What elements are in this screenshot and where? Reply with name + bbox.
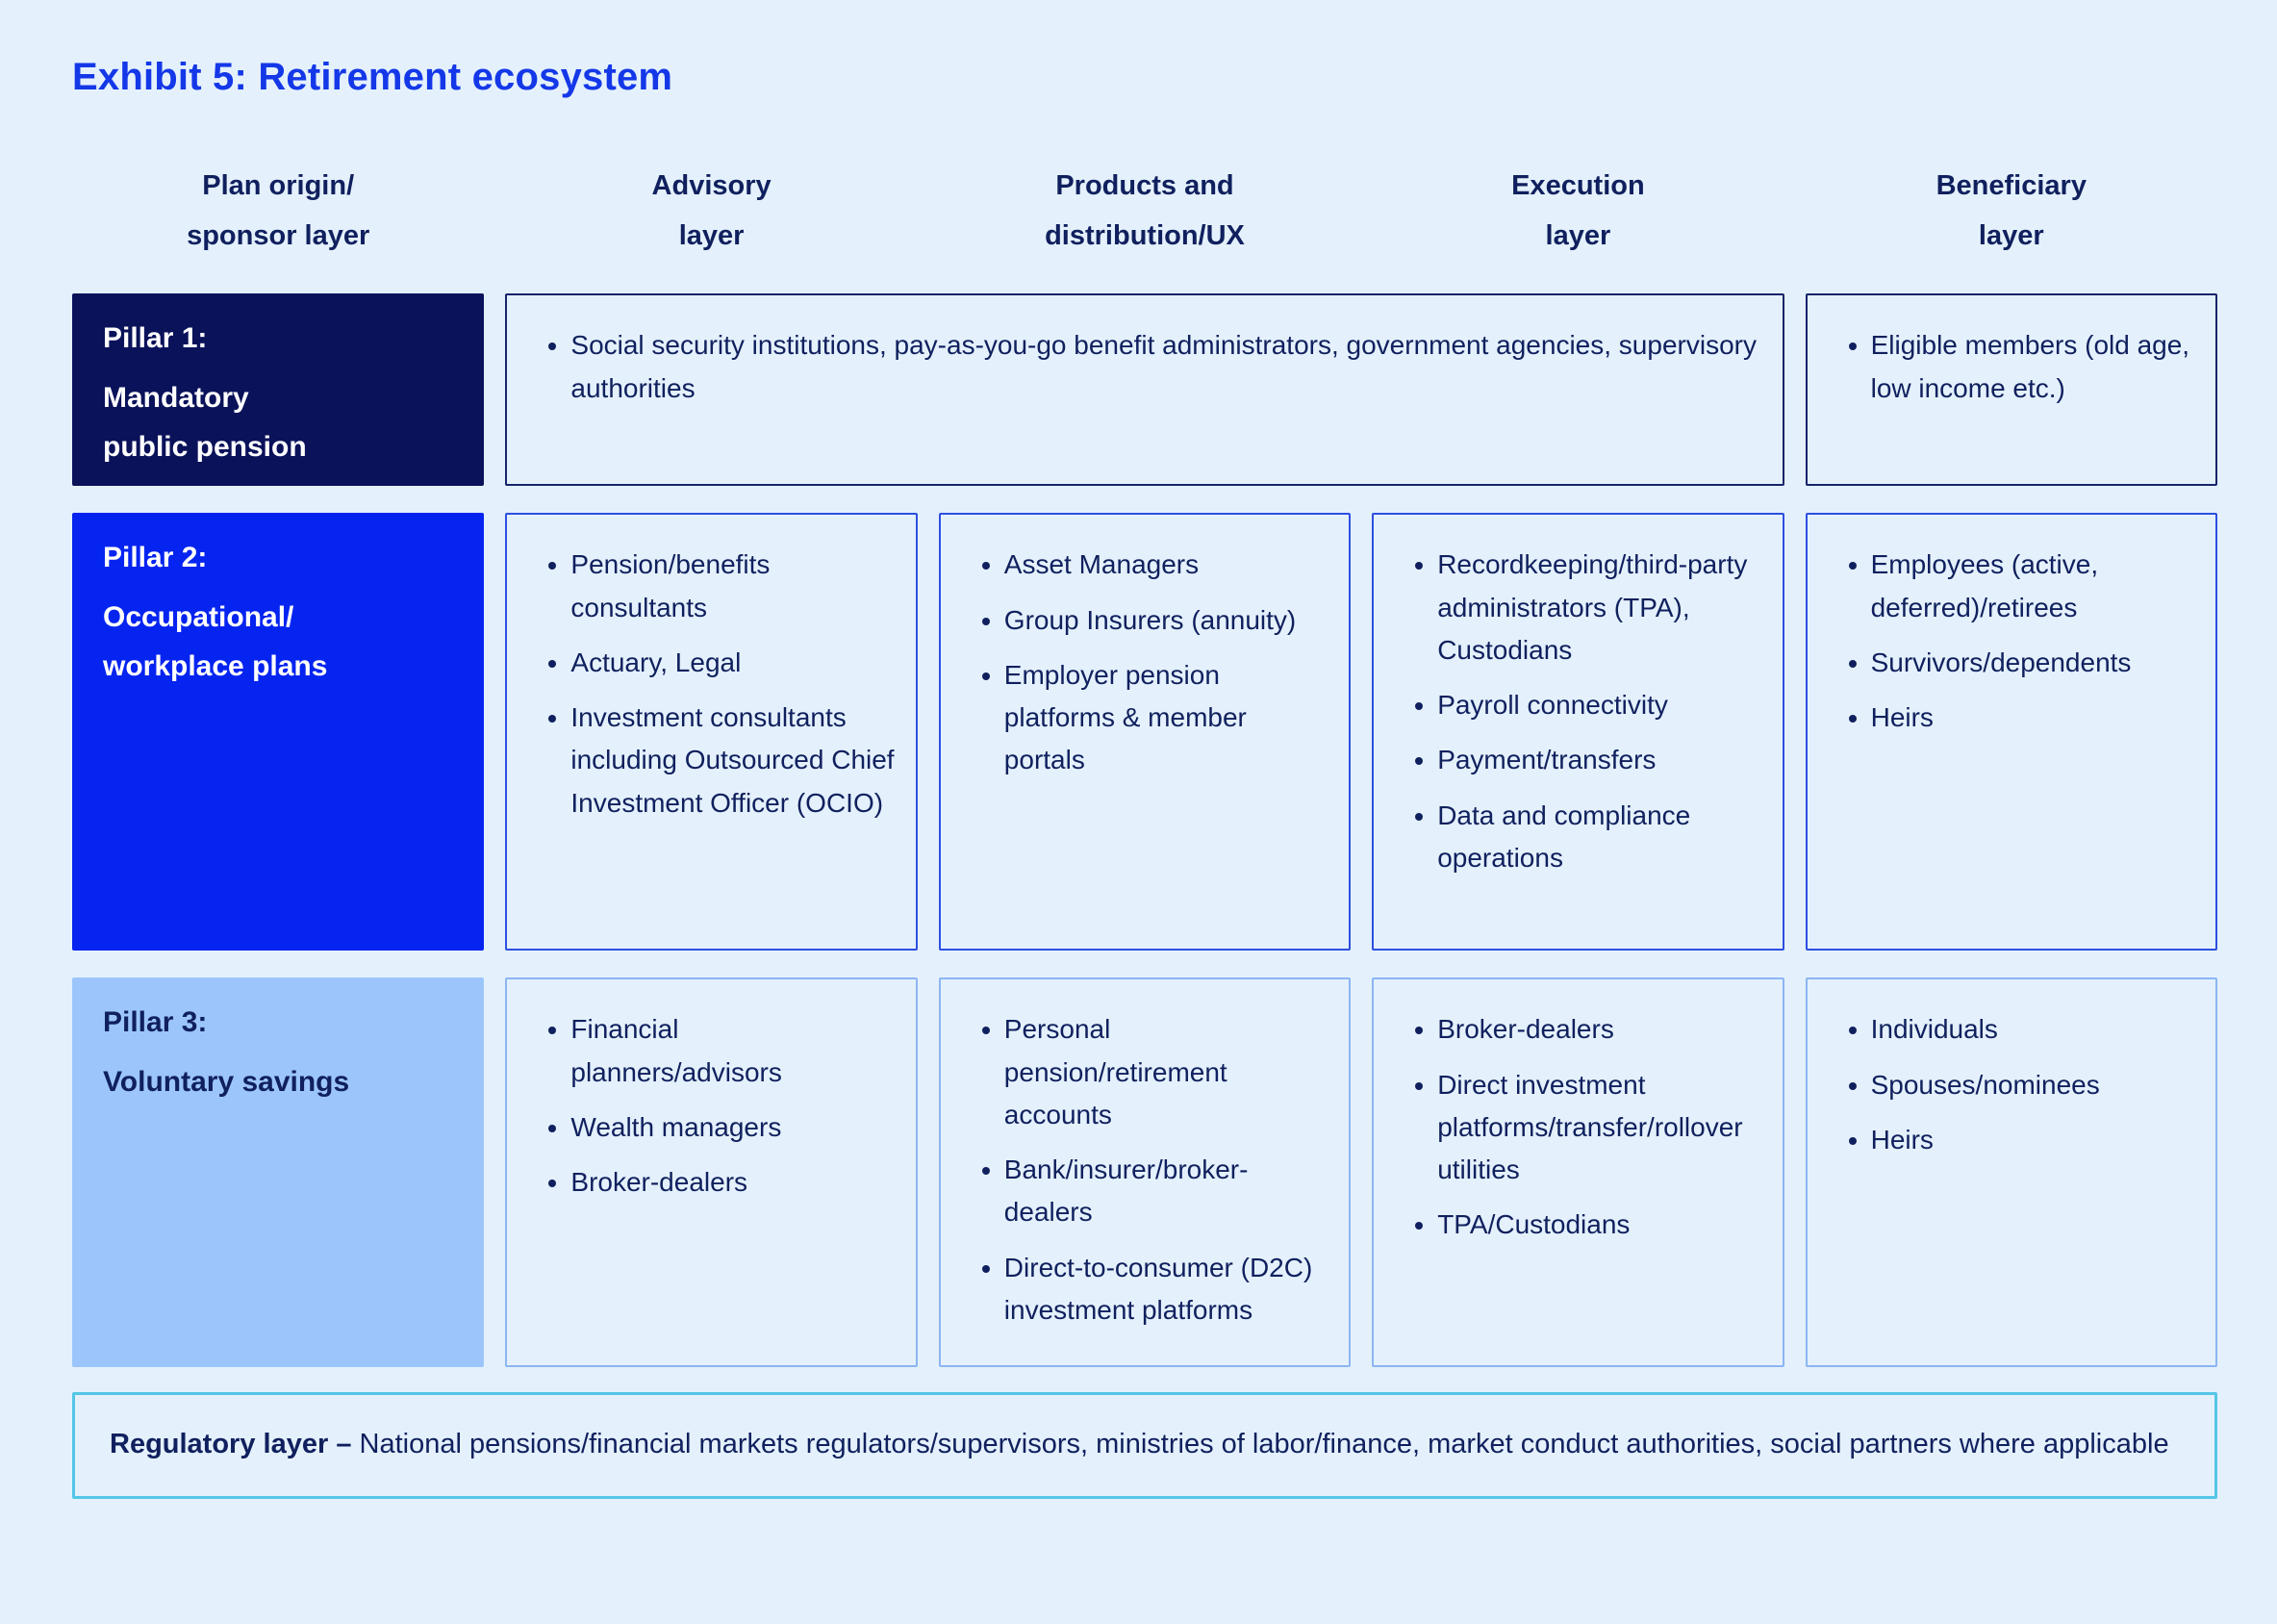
pillar-2-label: Pillar 2: [103,542,208,574]
bullet-item: • Heirs [1871,697,2194,739]
bullet-item: • TPA/Custodians [1437,1204,1760,1246]
regulatory-layer-text: National pensions/financial markets regulators/supervisors, ministries of labor/finance, market conduct authorities, social partners where applicable [359,1429,2169,1460]
column-header-line: sponsor layer [187,220,370,252]
bullet-item: • Investment consultants including Outsourced Chief Investment Officer (OCIO) [570,697,894,825]
pillar-3-execution-cell [1372,977,1784,1367]
column-header-line: layer [1545,220,1611,252]
pillar-1-span-list [507,324,1760,409]
pillar-3-label: Pillar 3: [103,1006,208,1039]
pillar-2-products-list [941,544,1328,781]
bullet-item: • Broker-dealers [1437,1008,1760,1051]
bullet-item: • Spouses/nominees [1871,1064,2194,1106]
regulatory-layer-label: Regulatory layer – [110,1429,360,1460]
pillar-1-subtitle [103,374,461,471]
pillar-3-products-list [941,1008,1328,1332]
bullet-item: • Asset Managers [1004,544,1328,586]
pillar-2-products-cell [939,513,1351,951]
column-header-line: Beneficiary [1935,170,2087,201]
pillar-subtitle-line: Occupational/ [103,601,294,634]
column-header-line: layer [678,220,745,252]
pillar-subtitle-line: Mandatory [103,382,249,415]
bullet-item: • Individuals [1871,1008,2194,1051]
bullet-item: • Payment/transfers [1437,739,1760,781]
pillar-2-advisory-list [507,544,894,824]
pillar-2-beneficiary-list [1808,544,2194,739]
pillar-3-subtitle [103,1058,461,1106]
pillar-subtitle-line: workplace plans [103,649,328,682]
bullet-item: • Personal pension/retirement accounts [1004,1008,1328,1136]
pillar-subtitle-line: Voluntary savings [103,1066,350,1099]
pillar-1-label: Pillar 1: [103,322,208,355]
pillar-3-box [72,977,484,1367]
pillar-3-advisory-list [507,1008,894,1204]
bullet-item: • Employees (active, deferred)/retirees [1871,544,2194,628]
bullet-item: • Survivors/dependents [1871,642,2194,684]
page-title: Exhibit 5: Retirement ecosystem [72,56,673,98]
pillar-3-advisory-cell [505,977,917,1367]
bullet-item: • Recordkeeping/third-party administrators (TPA), Custodians [1437,544,1760,672]
column-header-line: Plan origin/ [202,170,355,201]
bullet-item: • Heirs [1871,1119,2194,1161]
bullet-item: • Broker-dealers [570,1161,894,1204]
bullet-item: • Bank/insurer/broker-dealers [1004,1149,1328,1233]
column-header-beneficiary [1806,161,2217,266]
bullet-item: • Direct investment platforms/transfer/rollover utilities [1437,1064,1760,1192]
pillar-3-beneficiary-cell [1806,977,2217,1367]
pillar-subtitle-line: public pension [103,430,307,463]
pillar-2-advisory-cell [505,513,917,951]
column-header-products [939,161,1351,266]
column-header-line: distribution/UX [1045,220,1245,252]
pillar-1-beneficiary-cell [1806,293,2217,486]
bullet-item: • Financial planners/advisors [570,1008,894,1093]
bullet-item: • Data and compliance operations [1437,795,1760,879]
pillar-2-box [72,513,484,951]
pillar-2-subtitle [103,594,461,691]
bullet-item: • Group Insurers (annuity) [1004,599,1328,642]
bullet-item: • Direct-to-consumer (D2C) investment platforms [1004,1247,1328,1332]
ecosystem-matrix [72,161,2217,1367]
column-header-line: layer [1978,220,2044,252]
pillar-1-beneficiary-list [1808,324,2194,409]
pillar-3-execution-list [1374,1008,1760,1246]
pillar-1-span-cell [505,293,1784,486]
column-header-execution [1372,161,1784,266]
column-header-advisory [505,161,917,266]
pillar-1-box [72,293,484,486]
bullet-item: • Employer pension platforms & member portals [1004,654,1328,782]
column-header-line: Products and [1055,170,1234,201]
bullet-item: • Social security institutions, pay-as-you-go benefit administrators, government agencies, supervisory authorities [570,324,1760,409]
pillar-3-beneficiary-list [1808,1008,2194,1161]
pillar-2-execution-cell [1372,513,1784,951]
bullet-item: • Pension/benefits consultants [570,544,894,628]
pillar-2-execution-list [1374,544,1760,879]
bullet-item: • Eligible members (old age, low income etc.) [1871,324,2194,409]
column-header-line: Execution [1511,170,1645,201]
pillar-3-products-cell [939,977,1351,1367]
bullet-item: • Actuary, Legal [570,642,894,684]
column-header-plan-origin [72,161,484,266]
bullet-item: • Payroll connectivity [1437,684,1760,726]
bullet-item: • Wealth managers [570,1106,894,1149]
column-header-line: Advisory [651,170,772,201]
pillar-2-beneficiary-cell [1806,513,2217,951]
regulatory-layer-box [72,1392,2217,1499]
